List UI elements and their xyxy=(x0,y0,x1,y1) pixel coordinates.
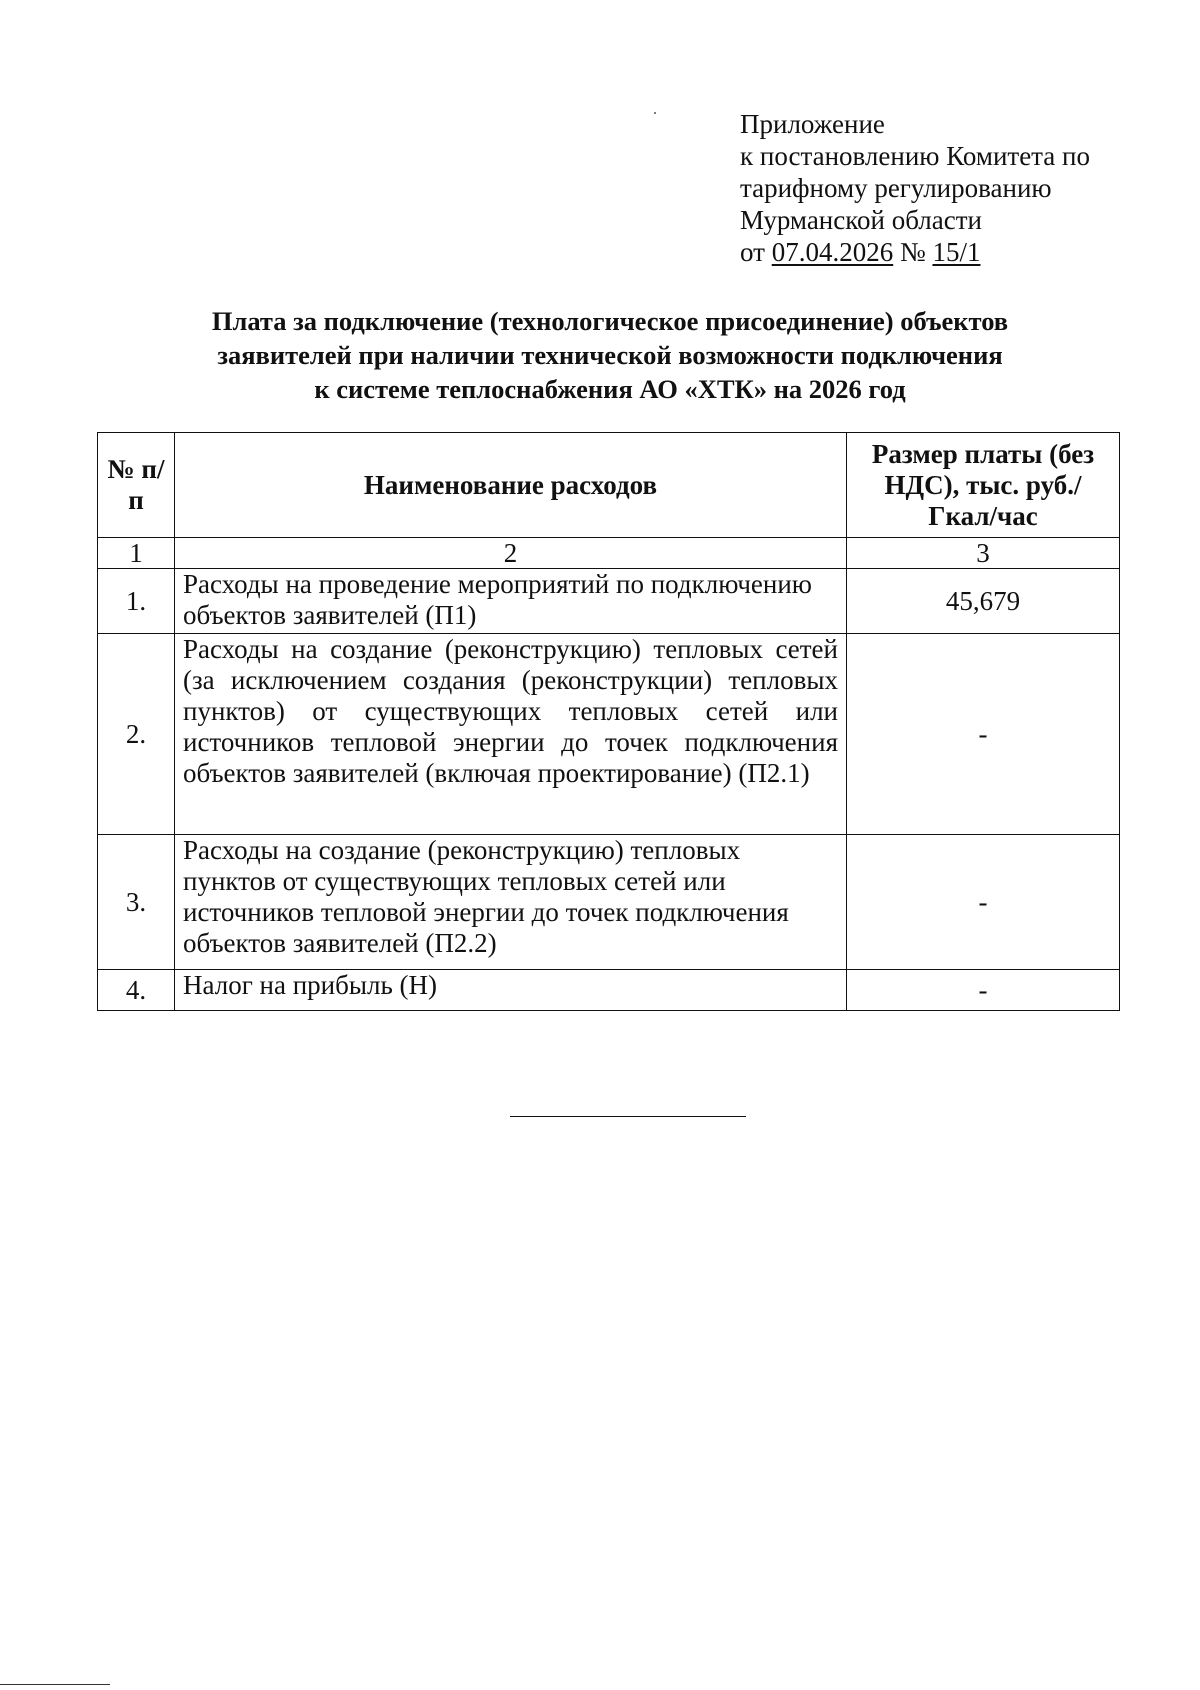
fee-value: - xyxy=(847,970,1120,1011)
row-number: 3. xyxy=(98,835,175,970)
table-row xyxy=(98,970,1120,1011)
column-index: 1 xyxy=(98,538,175,569)
table-row xyxy=(98,634,1120,835)
table-row xyxy=(98,835,1120,970)
row-number: 4. xyxy=(98,970,175,1011)
header-fee: Размер платы (без НДС), тыс. руб./Гкал/час xyxy=(847,433,1120,538)
header-expense-name: Наименование расходов xyxy=(175,433,847,538)
table-header-row xyxy=(98,433,1120,538)
row-number: 2. xyxy=(98,634,175,835)
table-row xyxy=(98,569,1120,634)
title-line: Плата за подключение (технологическое присоединение) объектов xyxy=(211,306,1009,336)
column-index: 2 xyxy=(175,538,847,569)
expense-name: Расходы на создание (реконструкцию) тепловых сетей (за исключением создания (реконструкции) тепловых пунктов) от существующих тепловых сетей или источников тепловой энергии до точек подключения объектов заявителей (включая проектирование) (П2.1) xyxy=(175,634,847,835)
title-line: заявителей при наличии технической возможности подключения xyxy=(217,340,1003,370)
scan-speck xyxy=(654,112,656,114)
scan-edge-mark xyxy=(0,1684,110,1685)
appendix-line: Мурманской области xyxy=(740,205,982,235)
date-prefix: от xyxy=(740,237,772,267)
expense-name: Расходы на проведение мероприятий по подключению объектов заявителей (П1) xyxy=(175,569,847,634)
resolution-number: 15/1 xyxy=(932,237,981,267)
document-title xyxy=(100,304,1120,406)
column-index-row xyxy=(98,538,1120,569)
appendix-line: Приложение xyxy=(740,109,885,139)
title-line: к системе теплоснабжения АО «ХТК» на 2026 год xyxy=(314,374,906,404)
fee-value: 45,679 xyxy=(847,569,1120,634)
appendix-line: тарифному регулированию xyxy=(740,173,1052,203)
fee-table xyxy=(97,432,1120,1011)
number-prefix: № xyxy=(893,237,933,267)
header-number: № п/п xyxy=(98,433,175,538)
appendix-block xyxy=(740,108,1090,268)
closing-rule xyxy=(510,1116,746,1117)
expense-name: Расходы на создание (реконструкцию) тепловых пунктов от существующих тепловых сетей или источников тепловой энергии до точек подключения объектов заявителей (П2.2) xyxy=(175,835,847,970)
fee-value: - xyxy=(847,835,1120,970)
expense-name: Налог на прибыль (Н) xyxy=(175,970,847,1011)
resolution-date: 07.04.2026 xyxy=(771,237,894,267)
row-number: 1. xyxy=(98,569,175,634)
appendix-line: к постановлению Комитета по xyxy=(740,141,1090,171)
fee-value: - xyxy=(847,634,1120,835)
appendix-date-line xyxy=(740,236,1090,268)
column-index: 3 xyxy=(847,538,1120,569)
